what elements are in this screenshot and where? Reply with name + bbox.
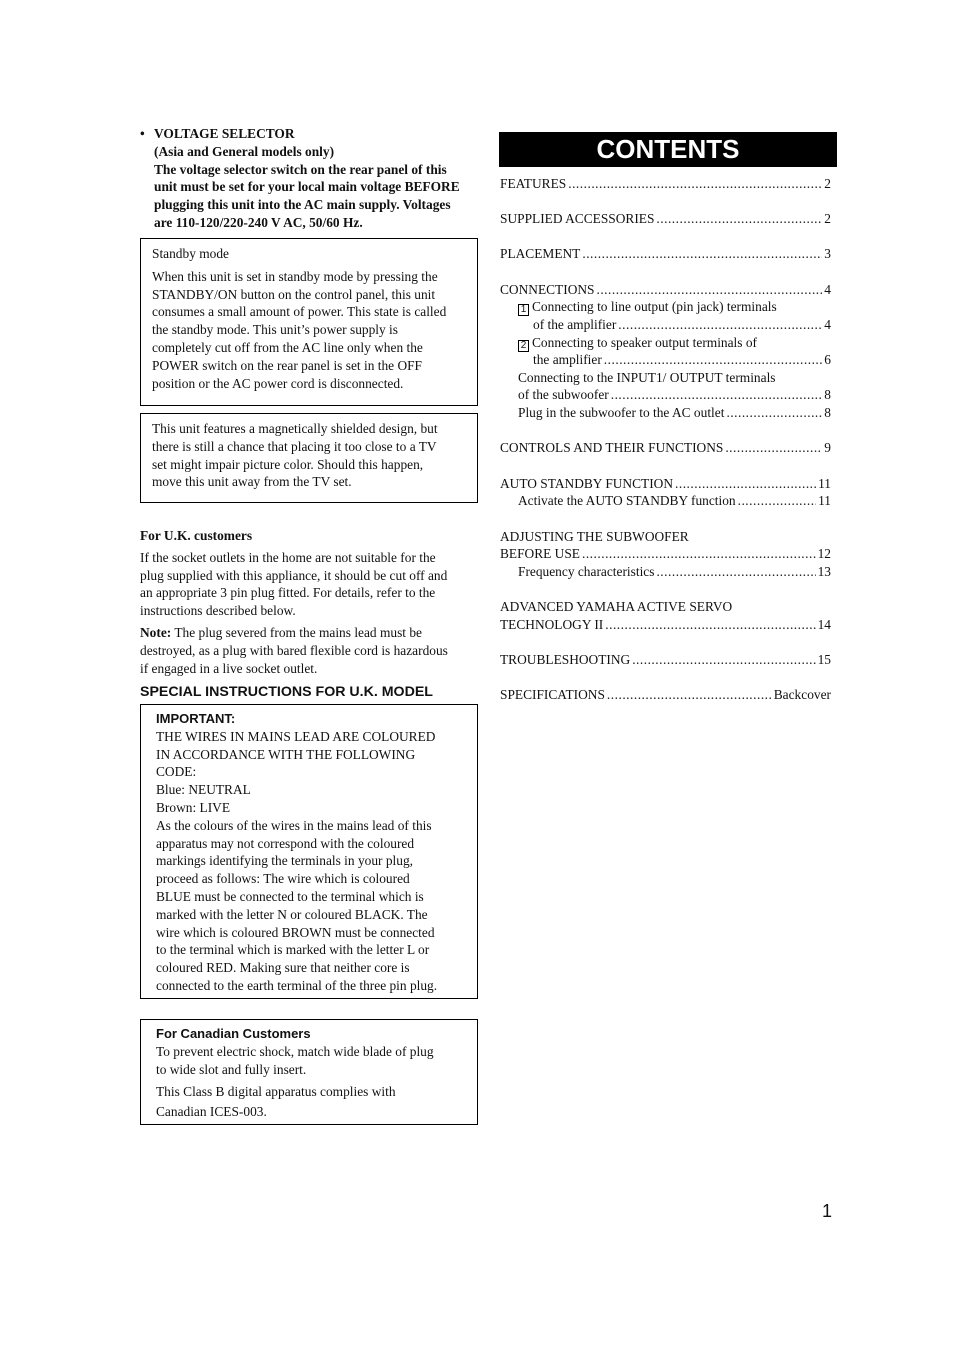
toc-entry-ac-outlet[interactable]: Plug in the subwoofer to the AC outlet ..... 8 <box>500 404 831 422</box>
uk-note-line: if engaged in a live socket outlet. <box>140 660 318 676</box>
uk-note-line <box>140 624 485 642</box>
standby-line: the standby mode. This unit’s power supply is <box>152 322 398 338</box>
voltage-title: VOLTAGE SELECTOR <box>154 126 295 141</box>
toc-entry-specifications[interactable]: SPECIFICATIONS ..... Backcover <box>500 686 831 704</box>
canada-line: to wide slot and fully insert. <box>156 1061 307 1077</box>
special-line: Blue: NEUTRAL <box>156 782 251 798</box>
canada-line: To prevent electric shock, match wide blade of plug <box>156 1043 434 1059</box>
toc-entry-input1-output[interactable]: Connecting to the INPUT1/ OUTPUT terminals <box>518 370 776 385</box>
toc-entry-frequency[interactable]: Frequency characteristics ..... 13 <box>500 563 831 581</box>
uk-customers-section <box>140 527 485 677</box>
special-line: markings identifying the terminals in your plug, <box>156 853 413 869</box>
shield-line: This unit features a magnetically shielded design, but <box>152 421 438 436</box>
note-text: The plug severed from the mains lead must be <box>171 624 422 640</box>
special-line: CODE: <box>156 764 197 780</box>
important-label: IMPORTANT: <box>156 711 236 726</box>
note-label: Note: <box>140 624 172 640</box>
toc-entry-input1-output-cont[interactable]: of the subwoofer ..... 8 <box>500 386 831 404</box>
voltage-line: The voltage selector switch on the rear panel of this <box>154 161 447 177</box>
toc-entry-auto-standby[interactable]: AUTO STANDBY FUNCTION ..... 11 <box>500 475 831 493</box>
canadian-customers-box <box>140 1019 478 1125</box>
page-number: 1 <box>822 1201 833 1221</box>
standby-line: consumes a small amount of power. This state is called <box>152 304 447 320</box>
toc-entry-controls[interactable]: CONTROLS AND THEIR FUNCTIONS ..... 9 <box>500 439 831 457</box>
magnetic-shield-box <box>140 413 478 503</box>
toc-entry-line-output[interactable]: 1 Connecting to line output (pin jack) terminals <box>500 298 831 316</box>
step-number-icon: 2 <box>518 340 529 352</box>
voltage-line: are 110-120/220-240 V AC, 50/60 Hz. <box>154 214 363 230</box>
uk-note-line: destroyed, as a plug with bared flexible cord is hazardous <box>140 642 448 658</box>
toc-entry-adjusting-subwoofer[interactable]: ADJUSTING THE SUBWOOFER <box>500 529 689 544</box>
special-instructions-box <box>140 704 478 999</box>
contents-title: CONTENTS <box>499 132 837 167</box>
standby-line: POWER switch on the rear panel is set in the OFF <box>152 357 423 373</box>
toc-entry-troubleshooting[interactable]: TROUBLESHOOTING ..... 15 <box>500 651 831 669</box>
special-line: connected to the earth terminal of the three pin plug. <box>156 977 438 993</box>
special-line: Brown: LIVE <box>156 799 231 815</box>
toc-entry-line-output-cont[interactable]: of the amplifier ..... 4 <box>500 316 831 334</box>
shield-line: there is still a chance that placing it too close to a TV <box>152 438 437 454</box>
toc-entry-features[interactable]: FEATURES ..... 2 <box>500 175 831 193</box>
uk-para-line: plug supplied with this appliance, it should be cut off and <box>140 567 448 583</box>
canada-line: Canadian ICES-003. <box>156 1104 267 1120</box>
standby-heading: Standby mode <box>152 246 229 261</box>
standby-line: position or the AC power cord is disconnected. <box>152 375 404 391</box>
voltage-line: plugging this unit into the AC main supply. Voltages <box>154 197 451 213</box>
special-line: wire which is coloured BROWN must be connected <box>156 924 435 940</box>
special-line: As the colours of the wires in the mains lead of this <box>156 817 432 833</box>
special-line: BLUE must be connected to the terminal which is <box>156 888 424 904</box>
special-line: proceed as follows: The wire which is coloured <box>156 871 410 887</box>
voltage-line: unit must be set for your local main voltage BEFORE <box>154 179 460 195</box>
toc-entry-before-use[interactable]: BEFORE USE ..... 12 <box>500 545 831 563</box>
special-line: IN ACCORDANCE WITH THE FOLLOWING <box>156 746 416 762</box>
standby-line: When this unit is set in standby mode by pressing the <box>152 268 438 284</box>
uk-para-line: instructions described below. <box>140 603 296 619</box>
table-of-contents <box>500 0 831 1351</box>
toc-entry-activate-auto-standby[interactable]: Activate the AUTO STANDBY function ..... 11 <box>500 492 831 510</box>
uk-heading: For U.K. customers <box>140 528 253 543</box>
special-line: apparatus may not correspond with the coloured <box>156 835 415 851</box>
canada-line: This Class B digital apparatus complies with <box>156 1084 396 1100</box>
voltage-subtitle: (Asia and General models only) <box>154 143 335 159</box>
canada-heading: For Canadian Customers <box>156 1026 311 1041</box>
step-number-icon: 1 <box>518 304 529 316</box>
standby-mode-box <box>140 238 478 406</box>
toc-entry-connections[interactable]: CONNECTIONS ..... 4 <box>500 281 831 299</box>
standby-line: completely cut off from the AC line only when the <box>152 339 423 355</box>
shield-line: move this unit away from the TV set. <box>152 474 352 490</box>
toc-entry-yamaha-servo[interactable]: ADVANCED YAMAHA ACTIVE SERVO <box>500 599 733 614</box>
special-line: THE WIRES IN MAINS LEAD ARE COLOURED <box>156 728 436 744</box>
bullet: • <box>140 126 145 141</box>
toc-entry-technology-ii[interactable]: TECHNOLOGY II ..... 14 <box>500 616 831 634</box>
special-instructions-heading: SPECIAL INSTRUCTIONS FOR U.K. MODEL <box>140 684 433 700</box>
uk-para-line: If the socket outlets in the home are not suitable for the <box>140 549 436 565</box>
special-line: to the terminal which is marked with the letter L or <box>156 942 430 958</box>
toc-entry-speaker-output[interactable]: 2 Connecting to speaker output terminals of <box>500 334 831 352</box>
toc-entry-placement[interactable]: PLACEMENT ..... 3 <box>500 245 831 263</box>
shield-line: set might impair picture color. Should this happen, <box>152 456 424 472</box>
toc-entry-supplied-accessories[interactable]: SUPPLIED ACCESSORIES ..... 2 <box>500 210 831 228</box>
uk-para-line: an appropriate 3 pin plug fitted. For details, refer to the <box>140 585 436 601</box>
special-line: marked with the letter N or coloured BLACK. The <box>156 906 428 922</box>
standby-line: STANDBY/ON button on the control panel, this unit <box>152 286 436 302</box>
special-line: coloured RED. Making sure that neither core is <box>156 960 410 976</box>
toc-entry-speaker-output-cont[interactable]: the amplifier ..... 6 <box>500 351 831 369</box>
voltage-selector-section <box>140 125 485 232</box>
